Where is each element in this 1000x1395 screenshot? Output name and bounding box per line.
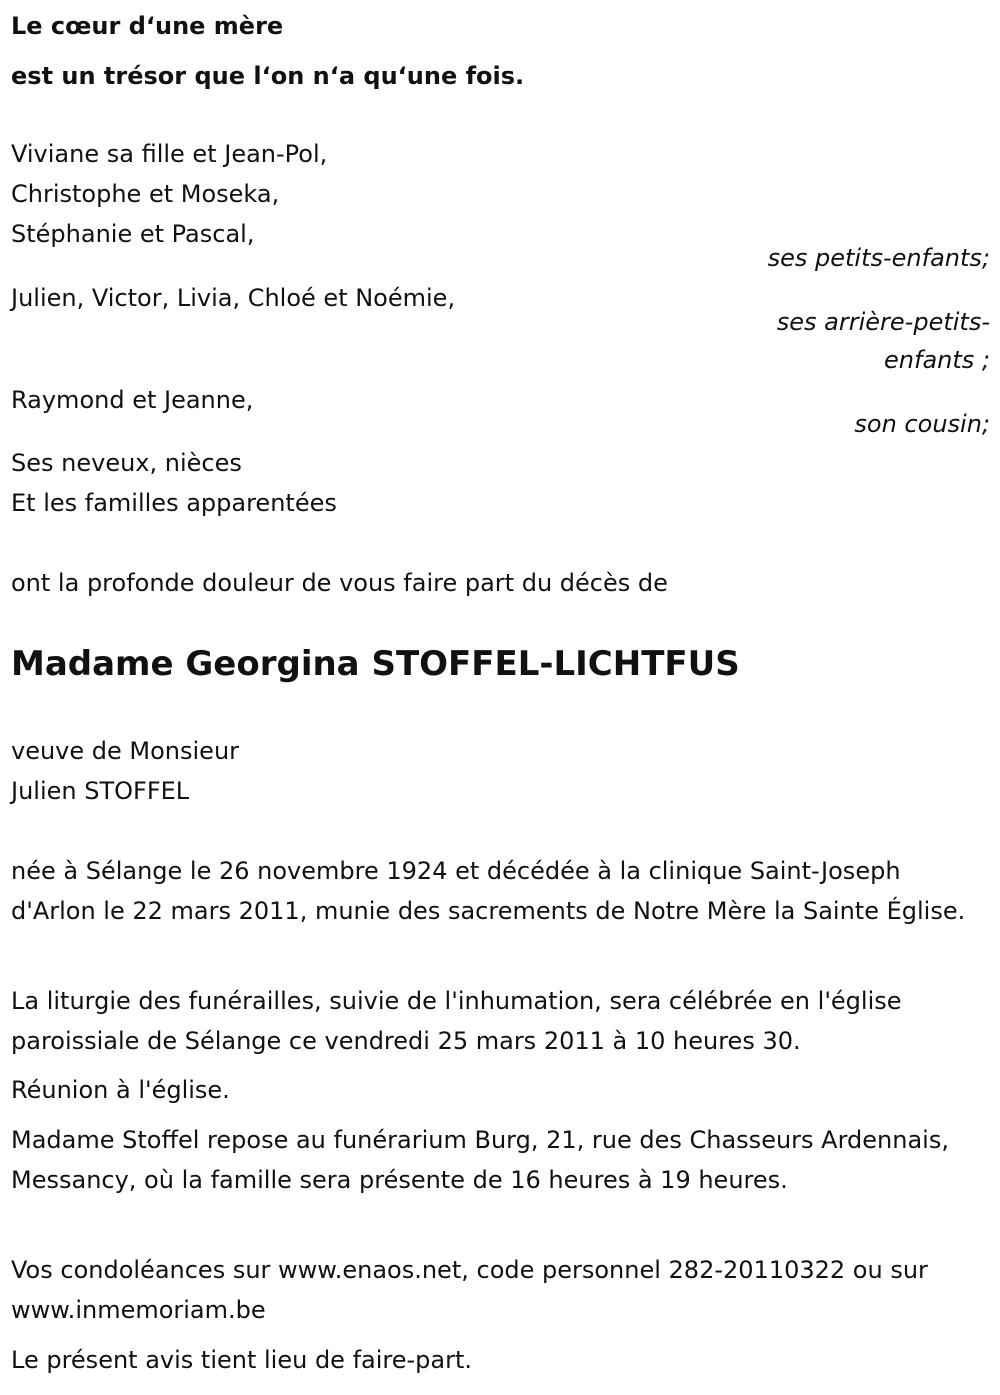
nephews-line: Ses neveux, nièces bbox=[11, 449, 242, 477]
great-grandchildren-label-1: ses arrière-petits- bbox=[776, 308, 990, 336]
meeting-paragraph: Réunion à l'église. bbox=[11, 1076, 230, 1104]
funerarium-paragraph: Madame Stoffel repose au funérarium Burg, 21, rue des Chasseurs Ardennais, Messancy, où la famille sera présente de 16 heures à 19 heures. bbox=[11, 1126, 949, 1194]
grandchildren-line-1: Christophe et Moseka, bbox=[11, 180, 280, 208]
condolences-paragraph: Vos condoléances sur www.enaos.net, code personnel 282-20110322 ou sur www.inmemoriam.be bbox=[11, 1256, 928, 1324]
motto-line-1: Le cœur d‘une mère bbox=[11, 12, 284, 40]
widow-of-line-2: Julien STOFFEL bbox=[11, 777, 190, 805]
grandchildren-line-2: Stéphanie et Pascal, bbox=[11, 220, 255, 248]
great-grandchildren-line: Julien, Victor, Livia, Chloé et Noémie, bbox=[11, 284, 456, 312]
cousin-line: Raymond et Jeanne, bbox=[11, 386, 254, 414]
deceased-name: Madame Georgina STOFFEL-LICHTFUS bbox=[11, 644, 740, 684]
families-line: Et les familles apparentées bbox=[11, 489, 337, 517]
announcement-line: ont la profonde douleur de vous faire part du décès de bbox=[11, 569, 668, 597]
notice-paragraph: Le présent avis tient lieu de faire-part. bbox=[11, 1346, 473, 1374]
liturgy-paragraph: La liturgie des funérailles, suivie de l'inhumation, sera célébrée en l'église paroissiale de Sélange ce vendredi 25 mars 2011 à 10 heures 30. bbox=[11, 987, 902, 1055]
widow-of-line-1: veuve de Monsieur bbox=[11, 737, 240, 765]
birth-death-paragraph: née à Sélange le 26 novembre 1924 et décédée à la clinique Saint-Joseph d'Arlon le 22 mars 2011, munie des sacrements de Notre Mère la Sainte Église. bbox=[11, 857, 966, 925]
motto-line-2: est un trésor que l‘on n‘a qu‘une fois. bbox=[11, 62, 525, 90]
daughter-line: Viviane sa fille et Jean-Pol, bbox=[11, 140, 328, 168]
grandchildren-label: ses petits-enfants; bbox=[767, 244, 990, 272]
cousin-label: son cousin; bbox=[854, 410, 990, 438]
great-grandchildren-label-2: enfants ; bbox=[884, 346, 990, 374]
